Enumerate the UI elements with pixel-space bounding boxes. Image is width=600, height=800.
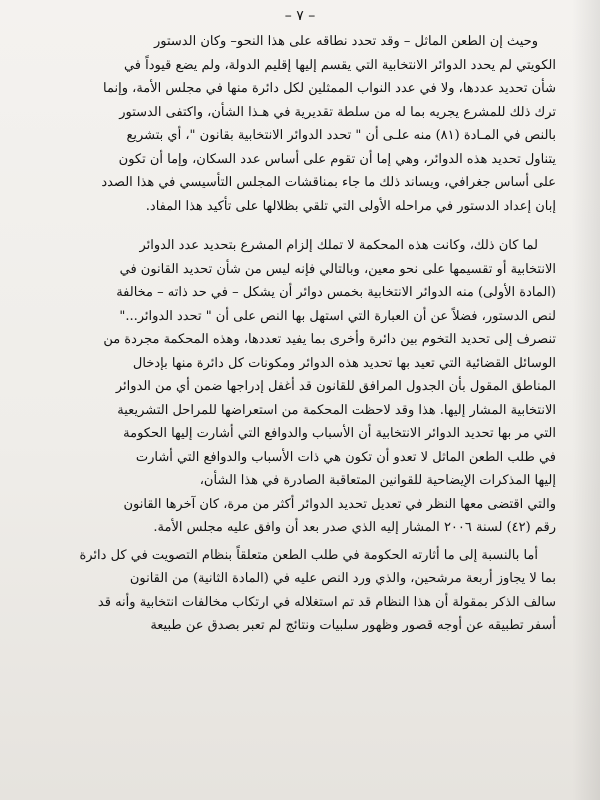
text-line: الكويتي لم يحدد الدوائر الانتخابية التي يقسم إليها إقليم الدولة، ولم يضع قيوداً في [123,57,556,73]
text-line: سالف الذكر بمقولة أن هذا النظام قد تم استغلاله في ارتكاب مخالفات انتخابية وأنه قد [97,594,556,610]
document-body [46,30,556,638]
text-line: أسفر تطبيقه عن أوجه قصور وظهور سلبيات ونتائج لم تعبر بصدق عن طبيعة [150,618,556,633]
page-edge-shadow [572,0,600,800]
text-line: لنص الدستور، فضلاً عن أن العبارة التي استهل بها النص على أن " تحدد الدوائر..." [119,308,556,324]
text-line: بما لا يجاوز أربعة مرشحين، والذي ورد النص عليه في (المادة الثانية) من القانون [129,571,556,586]
page-number: – ٧ – [284,8,316,24]
text-line: التي مر بها تحديد الدوائر الانتخابية أن الأسباب والدوافع التي أشارت إليها الحكومة [123,426,556,441]
paragraph-1 [46,30,556,218]
text-line: بالنص في المـادة (٨١) منه علـى أن " تحدد الدوائر الانتخابية بقانون "، أي بتشريع [126,128,556,143]
text-line: (المادة الأولى) منه الدوائر الانتخابية بخمس دوائر أن يشكل – في حد ذاته – مخالفة [116,285,556,300]
text-line: ترك ذلك للمشرع يجريه بما له من سلطة تقديرية في هـذا الشأن، واكتفى الدستور [119,104,556,120]
text-line: الوسائل القضائية التي تعيد بها تحديد هذه الدوائر ومكونات كل دائرة منها بإدخال [132,355,556,371]
text-line: لما كان ذلك، وكانت هذه المحكمة لا تملك إلزام المشرع بتحديد عدد الدوائر [139,238,538,253]
text-line: والتي اقتضى معها النظر في تعديل تحديد الدوائر أكثر من مرة، كان آخرها القانون [123,496,556,512]
paragraph-2 [46,234,556,540]
text-line: إليها المذكرات الإيضاحية للقوانين المتعاقبة الصادرة في هذا الشأن، [199,473,556,488]
text-line: إبان إعداد الدستور في مراحله الأولى التي تلقي بظلالها على تأكيد هذا المفاد. [145,198,556,214]
text-line: يتناول تحديد هذه الدوائر، وهي إما أن تقوم على أساس عدد السكان، وإما أن تكون [118,151,556,167]
text-line: الانتخابية أو تقسيمها على نحو معين، وبالتالي فإنه ليس من شأن تحديد القانون في [119,261,556,277]
text-line: شأن تحديد عددها، ولا في عدد النواب الممثلين لكل دائرة منها في مجلس الأمة، وإنما [103,81,556,96]
text-line: وحيث إن الطعن الماثل – وقد تحدد نطاقه على هذا النحو– وكان الدستور [153,34,538,49]
text-line: في طلب الطعن الماثل لا تعدو أن تكون هي ذات الأسباب والدوافع التي أشارت [135,449,556,465]
paragraph-3 [46,544,556,638]
text-line: المناطق المقول بأن الجدول المرافق للقانون قد أغفل إدراجها ضمن أي من الدوائر [115,379,556,394]
text-line: الانتخابية المشار إليها. هذا وقد لاحظت المحكمة من استعراضها للمراحل التشريعية [117,402,556,418]
text-line: رقم (٤٢) لسنة ٢٠٠٦ المشار إليه الذي صدر بعد أن وافق عليه مجلس الأمة. [153,520,556,535]
text-line: تنصرف إلى تحديد التخوم بين دائرة وأخرى بما يفيد تعددها، وهذه المحكمة مجردة من [103,332,556,347]
text-line: على أساس جغرافي، ويساند ذلك ما جاء بمناقشات المجلس التأسيسي في هذا الصدد [101,175,556,190]
text-line: أما بالنسبة إلى ما أثارته الحكومة في طلب الطعن متعلقاً بنظام التصويت في كل دائرة [79,547,538,563]
